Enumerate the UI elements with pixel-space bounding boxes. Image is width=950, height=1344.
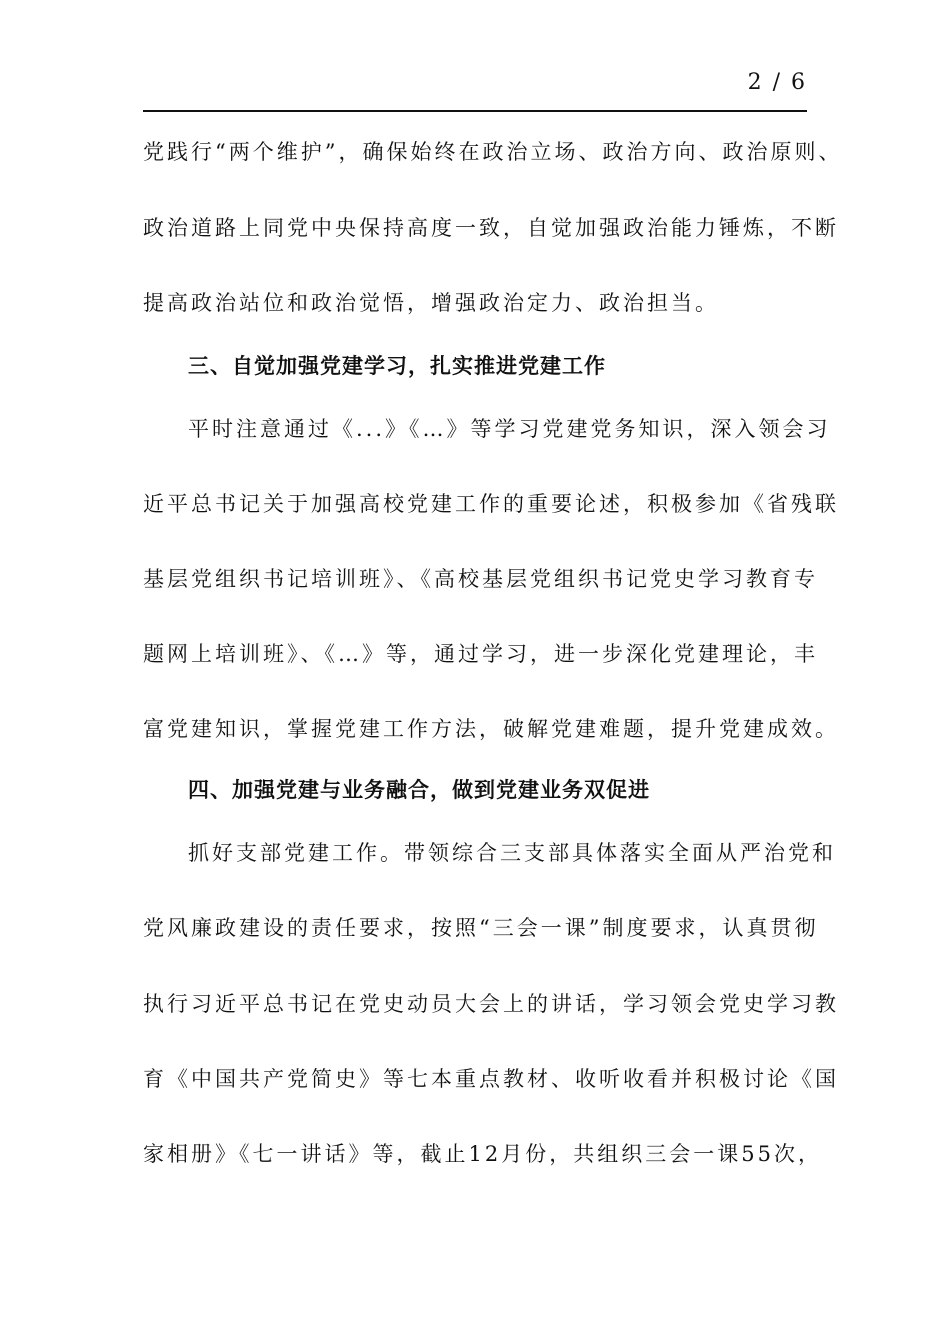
section-heading: 三、自觉加强党建学习，扎实推进党建工作 xyxy=(188,354,606,378)
body-line: 政治道路上同党中央保持高度一致，自觉加强政治能力锤炼，不断 xyxy=(143,216,839,240)
body-line: 近平总书记关于加强高校党建工作的重要论述，积极参加《省残联 xyxy=(143,492,839,516)
body-line: 执行习近平总书记在党史动员大会上的讲话，学习领会党史学习教 xyxy=(143,992,839,1016)
body-line: 党践行“两个维护”，确保始终在政治立场、政治方向、政治原则、 xyxy=(143,140,843,164)
body-line: 党风廉政建设的责任要求，按照“三会一课”制度要求，认真贯彻 xyxy=(143,916,819,940)
body-line: 题网上培训班》、《…》等，通过学习，进一步深化党建理论，丰 xyxy=(143,642,818,666)
body-line: 抓好支部党建工作。带领综合三支部具体落实全面从严治党和 xyxy=(188,841,836,865)
body-line: 提高政治站位和政治觉悟，增强政治定力、政治担当。 xyxy=(143,291,719,315)
body-line: 育《中国共产党简史》等七本重点教材、收听收看并积极讨论《国 xyxy=(143,1067,839,1091)
body-line: 富党建知识，掌握党建工作方法，破解党建难题，提升党建成效。 xyxy=(143,717,839,741)
section-heading: 四、加强党建与业务融合，做到党建业务双促进 xyxy=(188,778,650,802)
header-rule xyxy=(143,110,807,112)
page-number: 2 / 6 xyxy=(747,70,807,95)
body-line: 基层党组织书记培训班》、《高校基层党组织书记党史学习教育专 xyxy=(143,567,818,591)
body-line: 平时注意通过《...》《…》等学习党建党务知识，深入领会习 xyxy=(188,417,831,441)
body-line: 家相册》《七一讲话》等，截止12月份，共组织三会一课55次， xyxy=(143,1142,822,1166)
